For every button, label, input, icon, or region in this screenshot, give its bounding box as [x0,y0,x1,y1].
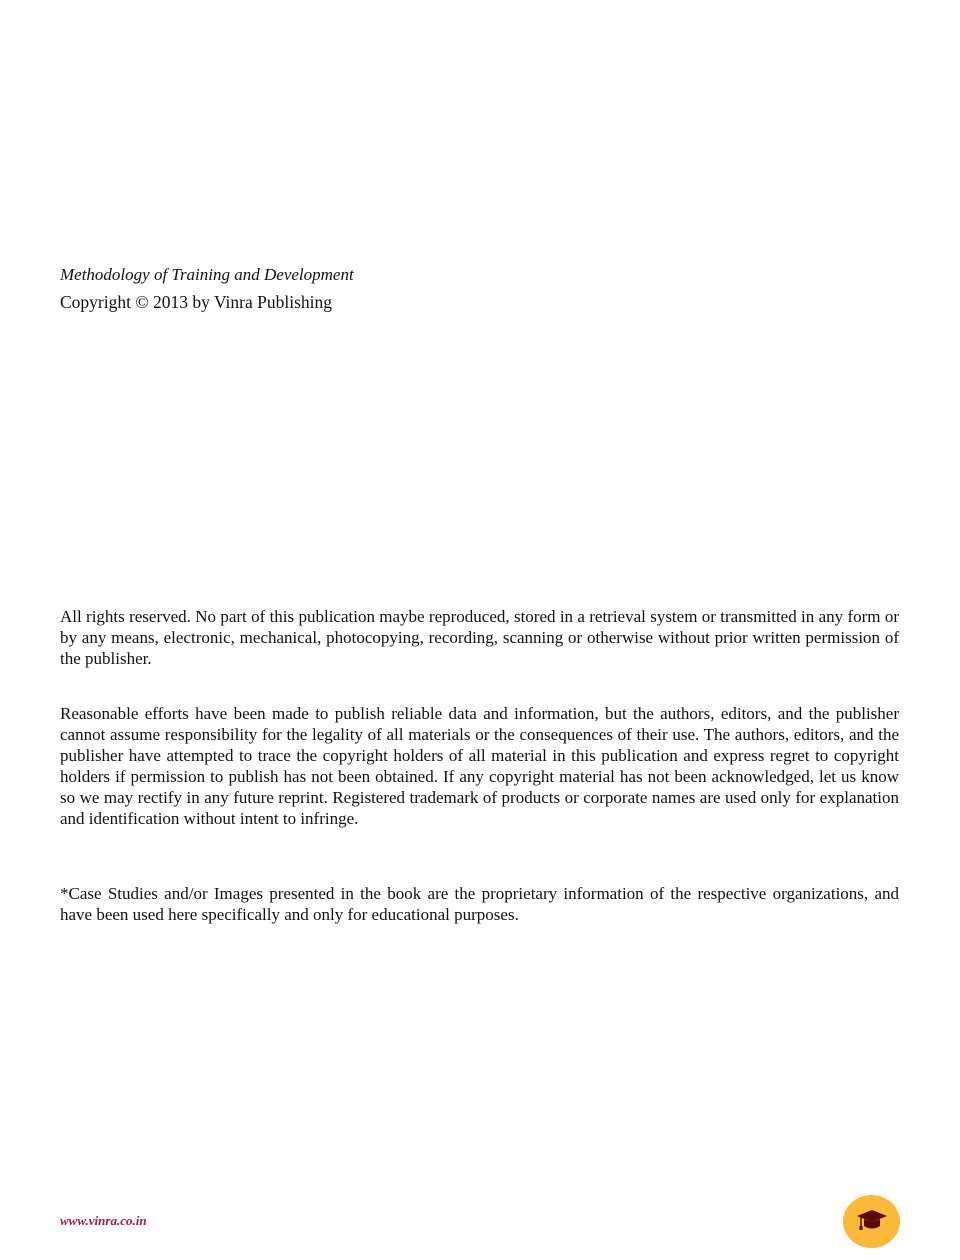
graduation-cap-icon [855,1207,889,1237]
disclaimer-paragraph: Reasonable efforts have been made to publish reliable data and information, but the authors, editors, and the publisher cannot assume responsibility for the legality of all materials or the consequences of their use. The authors, editors, and the publisher have attempted to trace the copyright holders of all material in this publication and express regret to copyright holders if permission to publish has not been obtained. If any copyright material has not been acknowledged, let us know so we may rectify in any future reprint. Registered trademark of products or corporate names are used only for explanation and identification without intent to infringe. [60,704,899,828]
website-link[interactable]: www.vinra.co.in [60,1213,147,1228]
rights-paragraph: All rights reserved. No part of this publication maybe reproduced, stored in a retrieval system or transmitted in any form or by any means, electronic, mechanical, photocopying, recording, scanning or otherwise without prior written permission of the publisher. [60,607,899,668]
publisher-logo [843,1195,900,1248]
copyright-line: Copyright © 2013 by Vinra Publishing [60,292,333,312]
case-studies-note: *Case Studies and/or Images presented in the book are the proprietary information of the respective organizations, and have been used here specifically and only for educational purposes. [60,884,899,924]
book-title: Methodology of Training and Development [60,265,354,284]
